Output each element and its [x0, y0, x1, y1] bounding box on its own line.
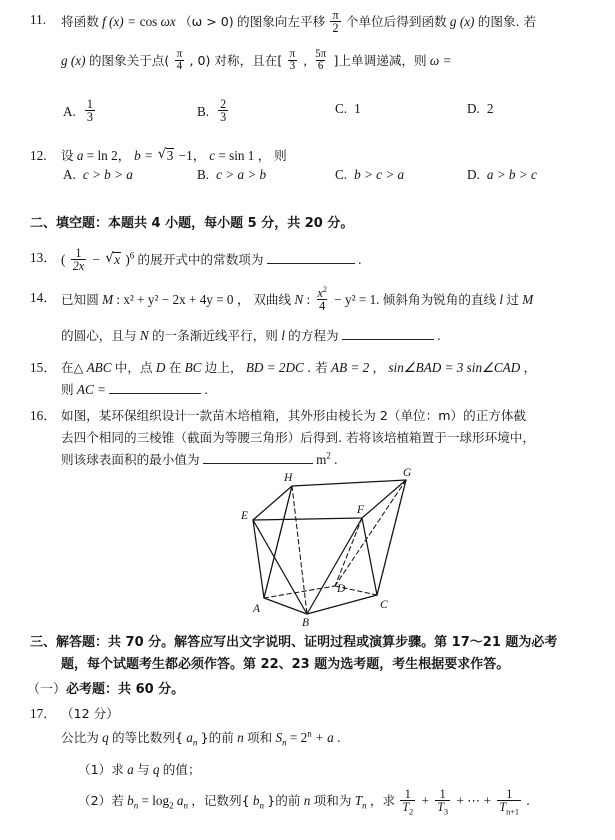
question-17-stem-text [61, 728, 340, 748]
q17-term-T2 [400, 786, 415, 817]
subsection-open: （一） [27, 681, 67, 696]
q15-BC: BC [184, 360, 202, 375]
q11-omega-x: ωx [160, 13, 176, 29]
option-12-C-value: b > c > a [354, 167, 405, 182]
q16-unit: m [316, 452, 327, 467]
section-2-head: 二、填空题： [30, 216, 109, 231]
q17-S-subscript: n [282, 737, 287, 748]
question-16-figure [240, 468, 420, 628]
q14-answer-blank[interactable] [342, 327, 434, 340]
q16-line1: 如图，某环保组织设计一款苗木培植箱，其外形由棱长为 2（单位：m）的正方体截 [61, 408, 527, 423]
question-11-line-1 [30, 7, 537, 36]
q11-shift-denominator: 2 [332, 20, 339, 35]
q14-N2: N [139, 328, 149, 343]
q15-answer-blank[interactable] [109, 381, 201, 394]
q14-hyperbola-rest: − y² = 1. [334, 291, 380, 307]
q14-line2-mid: 的一条渐近线平行，则 [151, 328, 278, 343]
question-15-number: 15． [30, 360, 57, 375]
q12-eq2: = [145, 148, 153, 163]
section-solution-heading-line-1 [30, 631, 557, 650]
option-11-B-numerator: 2 [220, 96, 227, 111]
option-11-D-label: D. [467, 101, 480, 116]
q17-q: q [102, 730, 109, 745]
option-12-B[interactable] [197, 167, 266, 183]
q11-tail: 的图象. 若 [477, 13, 537, 29]
q17-part2-T-subscript: n [362, 800, 367, 811]
q14-line1-tail: 倾斜角为锐角的直线 [382, 291, 497, 307]
q14-lead: 已知圆 [61, 291, 99, 307]
q15-lead: 在△ [61, 360, 84, 375]
option-11-C[interactable] [335, 101, 361, 117]
q12-tail: 则 [274, 148, 287, 163]
q17-stem-plus-a: + a [314, 730, 334, 745]
q14-M2: M [522, 291, 534, 307]
question-17-part2-text [78, 786, 530, 817]
q17-T3-denominator [435, 799, 450, 817]
q14-circle-equation: : x² + y² − 2x + 4y = 0 ， [116, 291, 251, 307]
q13-radicand: x [114, 251, 121, 267]
question-16-line-1 [30, 406, 526, 426]
question-12-stem [30, 146, 287, 166]
q14-hyperbola-lead: 双曲线 [253, 291, 292, 307]
question-13-text [61, 245, 362, 274]
q11-l2-a: 的图象关于点( [88, 52, 170, 68]
q11-gx: g (x) [449, 13, 475, 29]
question-15-line-1 [30, 358, 536, 378]
q17-part2-open: （2）若 [78, 792, 124, 808]
question-12-options [0, 167, 615, 187]
q13-period: . [358, 251, 362, 267]
q14-hyperbola-denominator: 4 [319, 298, 326, 313]
section-2-rest: 本题共 4 小题，每小题 5 分，共 20 分。 [108, 216, 354, 231]
question-17-stem [61, 728, 340, 748]
figure-label-B: B [302, 617, 310, 628]
option-11-A-numerator: 1 [86, 96, 93, 111]
subsection-tail: 分。 [153, 682, 185, 697]
q17-T2-denominator [400, 799, 415, 817]
q17-T3-den-index: 3 [444, 807, 449, 817]
option-11-C-value: 1 [354, 101, 361, 116]
q16-line2: 去四个相同的三棱锥（截面为等腰三角形）后得到. 若将该培植箱置于一球形环境中， [61, 430, 535, 445]
q14-l-line2: l [281, 328, 285, 343]
option-11-A-denominator: 3 [86, 109, 93, 124]
q15-abc: ABC [86, 360, 112, 375]
q17-part2-mid3: 项和为 [313, 792, 352, 808]
question-11-line-2 [61, 47, 452, 74]
option-11-B[interactable] [197, 96, 230, 125]
q11-point-denominator: 4 [176, 59, 183, 72]
q17-an-subscript: n [192, 737, 198, 748]
q13-fraction [71, 247, 86, 273]
q14-hyperbola-fraction [315, 284, 329, 313]
section-3-head: 三、解答题： [30, 635, 109, 650]
question-17-part-1 [78, 760, 201, 780]
question-15-line1-text [61, 358, 536, 378]
q17-period: . [526, 792, 530, 808]
q11-l2-eq: = [443, 52, 451, 68]
q17-part2-n: n [303, 792, 311, 808]
question-13-number: 13． [30, 250, 57, 265]
q11-interval-right-denominator: 6 [317, 59, 324, 72]
option-11-A[interactable] [63, 96, 97, 125]
q17-part2-T: T [354, 792, 363, 808]
q11-l2-b: , 0) 对称，且在[ [189, 52, 283, 68]
q15-mid1: 中，点 [114, 360, 153, 375]
q17-part2-a-subscript: n [183, 800, 188, 811]
q11-omega: ω [429, 52, 440, 68]
q15-mid4: . 若 [307, 360, 328, 375]
subsection-head: 必考题： [66, 682, 119, 697]
option-12-D[interactable] [467, 167, 537, 183]
hidden-H-B [292, 486, 307, 614]
q13-answer-blank[interactable] [267, 251, 355, 264]
q17-part2-mid2: }的前 [267, 792, 301, 808]
question-14-line2-text [61, 326, 440, 346]
hidden-G-D [335, 480, 406, 586]
question-13 [30, 245, 362, 274]
q11-interval-comma: , [303, 52, 307, 68]
q11-cos: cos [139, 13, 158, 29]
q15-mid3: 边上， [204, 360, 243, 375]
q12-c: c [209, 148, 216, 163]
option-11-D[interactable] [467, 101, 493, 117]
q17-stem-power: n [307, 728, 312, 739]
q17-term-T3 [435, 786, 450, 817]
question-11-options [0, 96, 615, 124]
q17-stem-c: }的前 [200, 730, 234, 745]
q17-stem-d: 项和 [247, 730, 273, 745]
q17-part2-log-base: 2 [169, 800, 174, 811]
q17-T3-numerator: 1 [439, 786, 446, 801]
option-11-A-label: A. [63, 103, 76, 119]
option-12-A-value: c > b > a [82, 167, 133, 182]
question-15-line-2 [61, 380, 208, 400]
q17-part1-mid: 与 [136, 762, 150, 777]
q17-part2-eq: = log [141, 792, 170, 808]
q11-interval-left-denominator: 3 [289, 59, 296, 72]
question-11-number: 11. [30, 12, 46, 27]
question-16-number: 16． [30, 408, 57, 423]
q14-period: . [437, 328, 441, 343]
figure-label-C: C [380, 599, 388, 611]
q17-Tn1-denominator [497, 799, 521, 817]
q11-interval-left-numerator: π [289, 47, 296, 60]
q17-T2-numerator: 1 [404, 786, 411, 801]
q15-mid2: 在 [168, 360, 182, 375]
q17-an: a [186, 730, 193, 745]
q13-exponent: 6 [129, 250, 135, 261]
question-14-line1-text [61, 284, 534, 314]
q13-tail: 的展开式中的常数项为 [137, 251, 264, 267]
question-14-line-2 [61, 326, 440, 346]
option-12-D-label: D. [467, 167, 480, 182]
edge-E-A [253, 520, 264, 598]
q11-interval-left-fraction [288, 49, 298, 73]
figure-label-H: H [284, 472, 293, 484]
q16-period: . [334, 452, 338, 467]
question-16-line-2 [61, 428, 535, 448]
q17-Tn1-den-T: T [499, 799, 507, 814]
q11-interval-right-numerator: 5π [315, 47, 327, 60]
question-17-part1-text [78, 760, 201, 780]
q14-hyperbola-numerator [315, 284, 329, 300]
q16-answer-blank[interactable] [203, 451, 313, 464]
subsection-required-heading [27, 678, 184, 697]
section-solution-heading-line-2 [61, 653, 509, 672]
q14-colon: : [306, 291, 311, 307]
question-12-number: 12. [30, 148, 47, 163]
q11-l2-c: ]上单调递减，则 [333, 52, 427, 68]
q12-a: a [76, 148, 84, 163]
q17-part2-b-subscript: n [133, 800, 139, 811]
figure-label-F: F [357, 504, 365, 516]
option-11-A-fraction [85, 98, 95, 124]
option-11-B-denominator: 3 [220, 109, 227, 124]
q15-ab-eq: AB = 2 [331, 360, 370, 375]
q11-eq: = [127, 13, 136, 29]
q17-Tn1-den-index: n+1 [506, 807, 520, 817]
q15-mid6: ， [523, 360, 537, 375]
edge-bottom-front [264, 595, 377, 614]
q17-T2-den-T: T [402, 799, 410, 814]
q15-bd-eq: BD = 2DC [245, 360, 304, 375]
q15-line2-lead: 则 [61, 382, 74, 397]
q17-Tn1-numerator: 1 [506, 786, 513, 801]
q14-N: N [294, 291, 304, 307]
section-3-line1-rest: 共 70 分。解答应写出文字说明、证明过程或演算步骤。第 17～21 题为必考 [108, 635, 558, 650]
solid-figure-svg [240, 468, 420, 628]
q13-open-paren: ( [61, 251, 66, 267]
q14-line2-tail: 的方程为 [288, 328, 339, 343]
option-12-C[interactable] [335, 167, 404, 183]
q11-point-numerator: π [176, 47, 183, 60]
question-11-line2-text [61, 47, 452, 74]
q17-part2-mid4: ，求 [369, 792, 396, 808]
q14-l-line1: l [499, 291, 504, 307]
q13-numerator: 1 [75, 245, 82, 260]
q12-eq3: = sin 1 ， [218, 148, 271, 163]
option-12-B-value: c > a > b [216, 167, 267, 182]
section-fill-in-blank-heading [30, 212, 353, 231]
q17-part2-a: a [176, 792, 184, 808]
question-17-points: （12 分） [61, 706, 119, 721]
q11-mid2: 个单位后得到函数 [345, 13, 447, 29]
q14-hy-x-exponent: 2 [322, 284, 327, 294]
question-11-text [61, 7, 537, 36]
q17-part2-bn-subscript: n [259, 800, 264, 811]
figure-hidden-edges [264, 480, 406, 614]
figure-vertex-labels [240, 468, 412, 628]
q17-plus-1: + [421, 792, 429, 808]
q14-line1-end: 过 [506, 291, 519, 307]
q15-ac-eq: AC = [76, 382, 106, 397]
edge-F-B [307, 518, 362, 614]
figure-label-G: G [403, 468, 412, 479]
question-14-line-1 [30, 284, 534, 314]
subsection-rest: 共 [118, 682, 136, 697]
q12-minus1: −1， [178, 148, 206, 163]
option-12-C-label: C. [335, 167, 348, 182]
figure-label-E: E [241, 510, 249, 522]
option-11-C-label: C. [335, 101, 348, 116]
subsection-score: 60 [135, 682, 154, 697]
q16-unit-exponent: 2 [326, 450, 331, 461]
figure-solid-edges [253, 480, 406, 614]
q11-condition: （ω > 0) [179, 13, 234, 29]
q14-M: M [102, 291, 114, 307]
q17-T2-den-index: 2 [409, 807, 414, 817]
q13-minus: − [92, 251, 100, 267]
q17-stem-eq: = 2 [289, 730, 308, 745]
q12-lead: 设 [61, 148, 74, 163]
q14-line2-lead: 的圆心，且与 [61, 328, 137, 343]
option-11-B-label: B. [197, 103, 210, 119]
q13-sqrt-x [105, 250, 121, 270]
q13-close-paren: ) [125, 251, 130, 267]
question-12-text [61, 146, 287, 166]
option-11-B-fraction [218, 98, 228, 124]
hidden-A-D [264, 586, 335, 598]
q17-part1-open: （1）求 [78, 762, 124, 777]
q11-interval-right-fraction [313, 49, 328, 73]
q11-fx: f (x) [102, 13, 124, 29]
figure-label-D: D [337, 583, 346, 595]
q14-hy-x: x [317, 285, 323, 300]
question-14-number: 14． [30, 290, 57, 305]
option-12-B-label: B. [197, 167, 210, 182]
figure-label-A: A [253, 603, 261, 615]
q11-shift-fraction [330, 9, 340, 35]
q15-mid5: ， [372, 360, 386, 375]
q17-n: n [237, 730, 244, 745]
question-15-line2-text [61, 380, 208, 400]
q12-eq1: = ln 2， [86, 148, 131, 163]
q17-part1-tail: 的值； [162, 762, 201, 777]
q12-b: b [134, 148, 141, 163]
q17-part1-a: a [127, 762, 134, 777]
q16-line3-pre: 则该球表面积的最小值为 [61, 452, 200, 467]
q17-stem-b: 的等比数列{ [111, 730, 183, 745]
q17-part1-q: q [152, 762, 160, 777]
q12-sqrt3 [158, 146, 175, 166]
q17-part2-bn: b [252, 792, 260, 808]
q11-mid1: 的图象向左平移 [237, 13, 326, 29]
option-12-A-label: A. [63, 167, 76, 182]
section-3-line2: 题，每个试题考生都必须作答。第 22、23 题为选考题，考生根据要求作答。 [61, 657, 510, 672]
q17-part2-b: b [127, 792, 134, 808]
q17-T3-den-T: T [437, 799, 445, 814]
option-12-D-value: a > b > c [486, 167, 537, 182]
q17-plus-ellipsis: + ⋯ + [456, 792, 492, 808]
q15-D: D [155, 360, 166, 375]
option-12-A[interactable] [63, 167, 133, 183]
q11-shift-numerator: π [332, 7, 339, 22]
q11-lead: 将函数 [61, 13, 99, 29]
q17-part2-mid: ，记数列{ [191, 792, 250, 808]
q15-period: . [204, 382, 208, 397]
q11-point-fraction [175, 49, 185, 73]
q17-stem-a: 公比为 [61, 730, 99, 745]
option-11-D-value: 2 [486, 101, 494, 116]
question-17-number: 17． [30, 706, 57, 721]
question-17-header [30, 704, 119, 724]
q17-term-Tn1 [497, 786, 521, 817]
question-17-part-2 [78, 786, 530, 817]
q15-sine-relation: sin∠BAD = 3 sin∠CAD [388, 360, 521, 375]
q17-S: S [275, 730, 283, 745]
q13-denominator: 2x [72, 258, 85, 273]
q12-sqrt3-radicand: 3 [166, 148, 174, 163]
edge-F-C [362, 518, 377, 595]
q11-l2-gx: g (x) [61, 52, 86, 68]
q17-stem-end: . [337, 730, 341, 745]
